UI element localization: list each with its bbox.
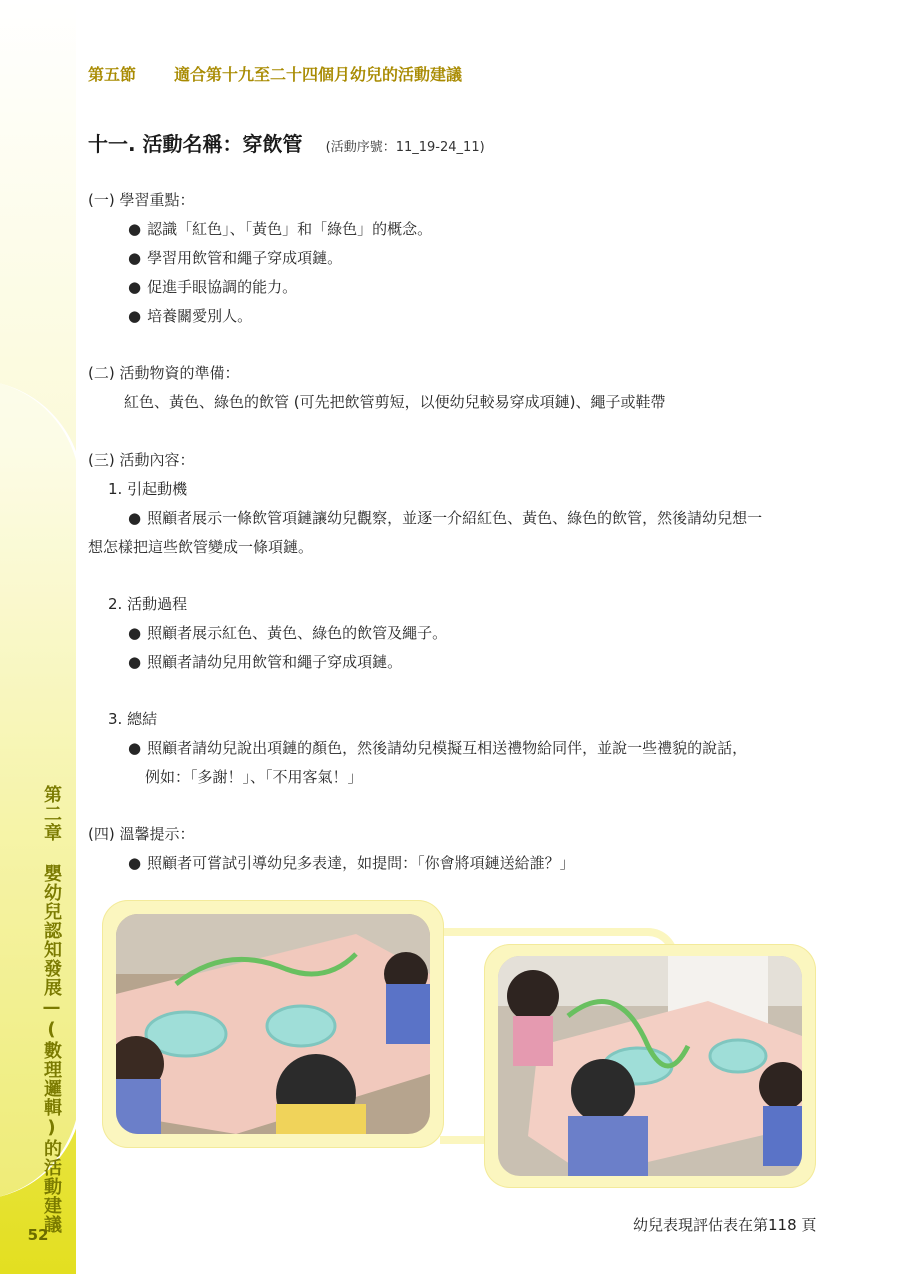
bullet-icon: ● [128,624,142,642]
activity-photo-right [498,956,802,1176]
activity-title [88,128,485,157]
learning-focus-item: ● 學習用飲管和繩子穿成項鏈。 [128,249,343,267]
chapter-title-vertical: 第二章 嬰幼兒認知發展—(數理邏輯)的活動建議 [41,785,62,1234]
content-heading: (三) 活動內容： [88,451,195,469]
bullet-icon: ● [128,653,142,671]
motivation-label: 1. 引起動機 [108,480,188,498]
materials-heading: (二) 活動物資的準備： [88,364,240,382]
bullet-icon: ● [128,739,142,757]
learning-focus-item: ● 促進手眼協調的能力。 [128,278,298,296]
bullet-icon: ● [128,220,142,238]
chapter-sidebar [0,0,76,1274]
bullet-icon: ● [128,307,142,325]
bullet-icon: ● [128,249,142,267]
activity-name: 十一. 活動名稱：穿飲管 [88,132,303,156]
materials-text: 紅色、黃色、綠色的飲管 (可先把飲管剪短，以便幼兒較易穿成項鏈)、繩子或鞋帶 [124,393,666,411]
tips-heading: (四) 溫馨提示： [88,825,195,843]
process-item: ● 照顧者請幼兒用飲管和繩子穿成項鏈。 [128,653,403,671]
photo-children-with-caregiver-icon [498,956,802,1176]
photo-frame-right [484,944,816,1188]
summary-text-cont: 例如：「多謝！」、「不用客氣！」 [145,768,363,786]
process-label: 2. 活動過程 [108,595,188,613]
learning-focus-item: ● 培養關愛別人。 [128,307,253,325]
summary-label: 3. 總結 [108,710,158,728]
bullet-icon: ● [128,278,142,296]
photo-children-threading-straws-icon [116,914,430,1134]
photo-frame-left [102,900,444,1148]
tips-item: ● 照顧者可嘗試引導幼兒多表達，如提問：「你會將項鏈送給誰？」 [128,854,575,872]
learning-focus-heading: (一) 學習重點： [88,191,195,209]
learning-focus-item: ● 認識「紅色」、「黃色」和「綠色」的概念。 [128,220,433,238]
activity-serial: (活動序號：11_19-24_11) [325,140,485,155]
bullet-icon: ● [128,509,142,527]
section-number: 第五節 [88,65,137,84]
section-header [88,62,462,85]
page-number: 52 [27,1226,49,1244]
summary-text: ● 照顧者請幼兒說出項鏈的顏色，然後請幼兒模擬互相送禮物給同伴，並說一些禮貌的說話， [128,739,748,757]
process-item: ● 照顧者展示紅色、黃色、綠色的飲管及繩子。 [128,624,448,642]
motivation-text: ● 照顧者展示一條飲管項鏈讓幼兒觀察，並逐一介紹紅色、黃色、綠色的飲管，然後請幼兒想一 [128,509,763,527]
section-title: 適合第十九至二十四個月幼兒的活動建議 [174,65,463,84]
assessment-reference: 幼兒表現評估表在第118 頁 [633,1216,817,1234]
bullet-icon: ● [128,854,142,872]
activity-photo-left [116,914,430,1134]
motivation-text-cont: 想怎樣把這些飲管變成一條項鏈。 [88,538,314,556]
